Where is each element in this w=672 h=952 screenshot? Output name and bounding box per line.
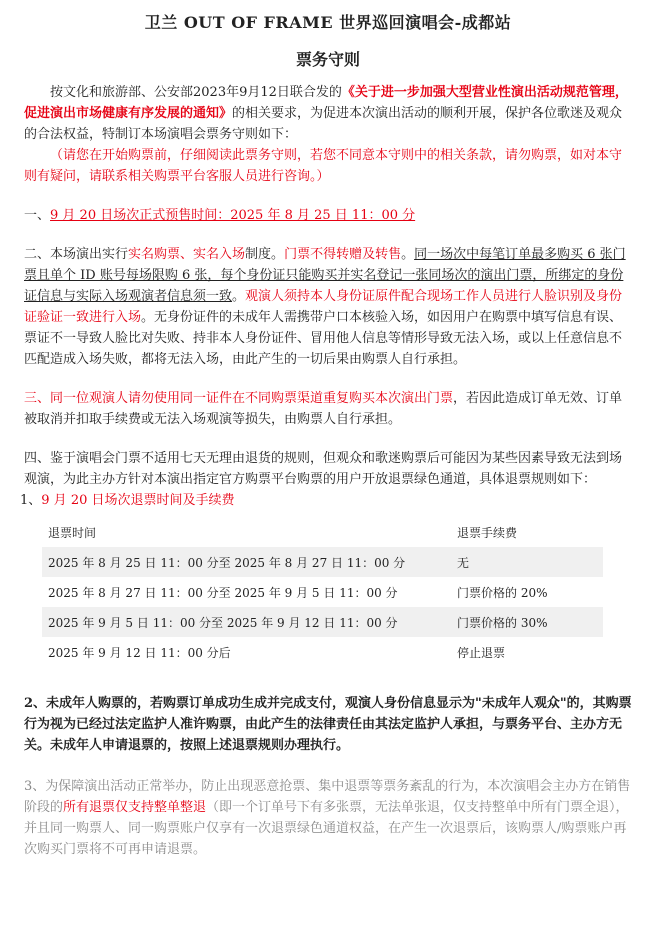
refund-table [42, 517, 603, 667]
refund-time-cell: 2025 年 8 月 27 日 11：00 分至 2025 年 9 月 5 日 11：00 分 [48, 585, 398, 600]
section-1-num: 一、 [24, 208, 51, 223]
section-4 [24, 448, 632, 490]
section-2 [24, 244, 632, 370]
intro-paragraph [24, 82, 632, 145]
refund-heading [20, 490, 632, 511]
refund-table-header [42, 517, 603, 547]
refund-fee-cell: 门票价格的 20% [457, 585, 548, 600]
refund-heading-num: 1、 [20, 493, 42, 508]
refund-col-time: 退票时间 [48, 525, 97, 540]
section-2-id-check: 观演人须持本人身份证原件配合现场工作人员进行人脸识别及身份证验证一致进行入场 [24, 289, 623, 325]
paragraph-3-whole-order: 所有退票仅支持整单整退 [63, 800, 207, 815]
page-subtitle: 票务守则 [295, 50, 360, 69]
section-4-text: 鉴于演唱会门票不适用七天无理由退货的规则，但观众和歌迷购票后可能因为某些因素导致无法到场观演，为此主办方针对本演出指定官方购票平台购票的用户开放退票绿色通道，具体退票规则如下： [24, 451, 623, 487]
page-title: 卫兰 OUT OF FRAME 世界巡回演唱会-成都站 [144, 13, 512, 32]
section-4-num: 四、 [24, 451, 51, 466]
section-2-text-g: 。 [232, 289, 246, 304]
section-1 [24, 205, 632, 226]
section-2-num: 二、 [24, 247, 51, 262]
refund-time-cell: 2025 年 9 月 12 日 11：00 分后 [48, 645, 231, 660]
refund-time-cell: 2025 年 9 月 5 日 11：00 分至 2025 年 9 月 12 日 11：00 分 [42, 607, 451, 637]
section-3-text-b: ，若因此造成订单无效、订单被取消并扣取手续费或无法入场观演等损失，由购票人自行承担。 [24, 391, 623, 427]
section-3-num: 三、 [24, 391, 51, 406]
refund-fee-cell: 门票价格的 30% [451, 607, 603, 637]
section-2-realname: 实名购票、实名入场 [128, 247, 246, 262]
paragraph-3-text-a: 3、为保障演出活动正常举办，防止出现恶意抢票、集中退票等票务紊乱的行为，本次演唱会主办方在销售阶段的 [24, 779, 631, 815]
section-3-text-a: 同一位观演人请勿使用同一证件在不同购票渠道重复购买本次演出门票 [50, 391, 454, 406]
section-2-text-c: 制度。 [245, 247, 285, 262]
intro-text-c: 的相关要求，为促进本次演出活动的顺利开展，保护各位歌迷及观众的合法权益，特制订本场演唱会票务守则如下： [24, 106, 623, 142]
intro-notice-title: 《关于进一步加强大型营业性演出活动规范管理，促进演出市场健康有序发展的通知》 [24, 85, 628, 121]
section-3 [24, 388, 632, 430]
paragraph-3-text-c: （即一个订单号下有多张票，无法单张退，仅支持整单中所有门票全退），并且同一购票人、同一购票账户仅享有一次退票绿色通道权益，在产生一次退票后，该购票人/购票账户再次购买门票将不可再申请退票。 [24, 800, 629, 857]
refund-fee-cell: 无 [451, 547, 603, 577]
table-row [42, 637, 603, 667]
refund-heading-title: 9 月 20 日场次退票时间及手续费 [41, 493, 235, 508]
section-1-text: 9 月 20 日场次正式预售时间：2025 年 8 月 25 日 11：00 分 [50, 208, 416, 223]
notice-paragraph: （请您在开始购票前，仔细阅读此票务守则，若您不同意本守则中的相关条款，请勿购票，如对本守则有疑问，请联系相关购票平台客服人员进行咨询。） [24, 148, 623, 184]
paragraph-whole-order-refund [24, 776, 632, 860]
refund-fee-cell: 停止退票 [457, 645, 506, 660]
intro-text-a: 按文化和旅游部、公安部2023年9月12日联合发的 [50, 85, 342, 100]
section-2-purchase-limit: 同一场次中每笔订单最多购买 6 张门票且单个 ID 账号每场限购 6 张，每个身份证只能购买并实名登记一张同场次的演出门票，所绑定的身份证信息与实际入场观演者信息须一致 [24, 247, 626, 304]
table-row [42, 577, 603, 607]
refund-time-cell: 2025 年 8 月 25 日 11：00 分至 2025 年 8 月 27 日 11：00 分 [42, 547, 451, 577]
table-row [42, 547, 603, 577]
table-row [42, 607, 603, 637]
section-2-text-e: 。 [401, 247, 415, 262]
refund-col-fee: 退票手续费 [457, 525, 518, 540]
paragraph-minors: 2、未成年人购票的，若购票订单成功生成并完成支付，观演人身份信息显示为"未成年人观众"的，其购票行为视为已经过法定监护人准许购票，由此产生的法律责任由其法定监护人承担，与票务平台、主办方无关。未成年人申请退票的，按照上述退票规则办理执行。 [24, 696, 632, 753]
section-2-text-a: 本场演出实行 [50, 247, 129, 262]
section-2-no-transfer: 门票不得转赠及转售 [284, 247, 402, 262]
section-2-text-i: 。无身份证件的未成年人需携带户口本核验入场，如因用户在购票中填写信息有误、票证不一导致人脸比对失败、持非本人身份证件、冒用他人信息等情形导致无法入场，或以上任意信息不匹配造成入场失败，都将无法入场，由此产生的一切后果由购票人自行承担。 [24, 310, 623, 367]
